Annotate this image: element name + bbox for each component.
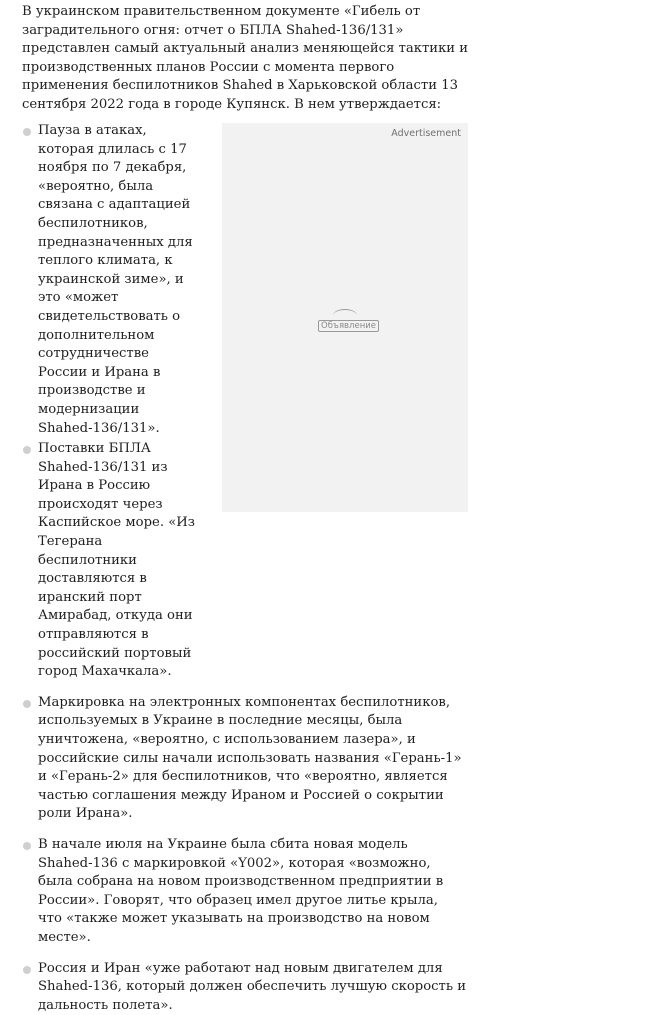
list-item: [22, 694, 472, 824]
advertisement-box[interactable]: [222, 123, 468, 512]
bullet-icon: [23, 700, 31, 708]
bullet-icon: [23, 966, 31, 974]
bullet-icon: [23, 128, 31, 136]
list-item-text: В начале июля на Украине была сбита новая модель Shahed-136 с маркировкой «Y002», которая «возможно, была собрана на новом производственном предприятии в России». Говорят, что образец имел другое литье крыла, что «также может указывать на производство на новом месте».: [38, 836, 444, 945]
list-item: [22, 960, 472, 1015]
ad-placeholder-label: Объявление: [318, 320, 379, 332]
bullet-icon: [23, 446, 31, 454]
list-item-text: Пауза в атаках, которая длилась с 17 ноября по 7 декабря, «вероятно, была связана с адаптацией беспилотников, предназначенных для теплого климата, к украинской зиме», и это «может свидетельствовать о дополнительном сотрудничестве России и Ирана в производстве и модернизации Shahed-136/131».: [38, 123, 193, 436]
list-item-text: Россия и Иран «уже работают над новым двигателем для Shahed-136, который должен обеспечить лучшую скорость и дальность полета».: [38, 960, 467, 1013]
advertisement-label: Advertisement: [391, 128, 461, 139]
list-item-text: Маркировка на электронных компонентах беспилотников, используемых в Украине в последние месяцы, была уничтожена, «вероятно, с использованием лазера», и российские силы начали использовать названия «Герань-1» и «Герань-2» для беспилотников, что «вероятно, является частью соглашения между Ираном и Россией о сокрытии роли Ирана».: [38, 694, 462, 822]
list-item-text: Поставки БПЛА Shahed-136/131 из Ирана в Россию происходят через Каспийское море. «Из Тегерана беспилотники доставляются в иранский порт Амирабад, откуда они отправляются в российский портовый город Махачкала».: [38, 441, 195, 680]
intro-paragraph: В украинском правительственном документе «Гибель от заградительного огня: отчет о БПЛА Shahed-136/131» представлен самый актуальный анализ меняющейся тактики и производственных планов России с момента первого применения беспилотников Shahed в Харьковской области 13 сентября 2022 года в городе Купянск. В нем утверждается:: [22, 4, 469, 112]
bullet-icon: [23, 842, 31, 850]
list-item: [22, 836, 472, 948]
